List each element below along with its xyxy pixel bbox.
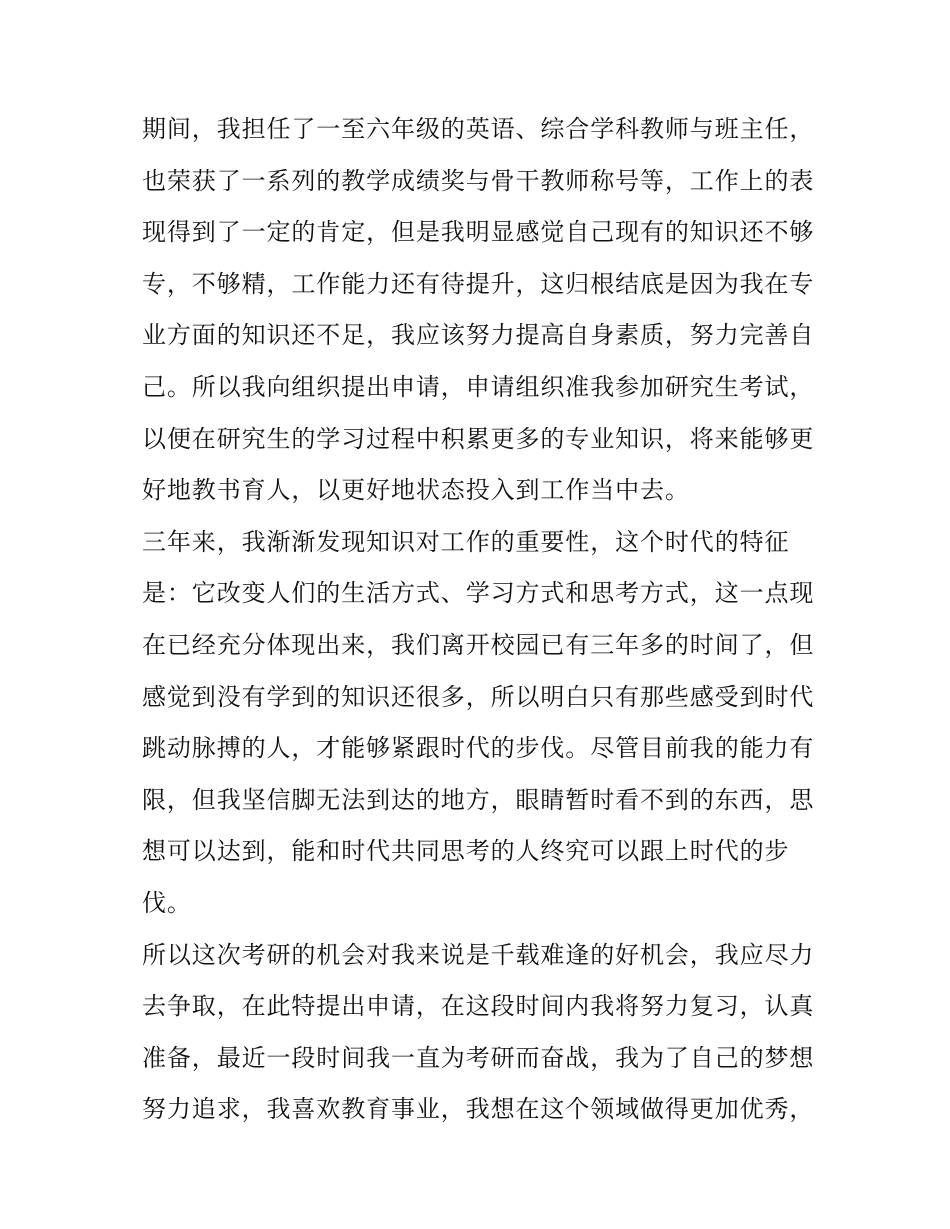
text-line: 以便在研究生的学习过程中积累更多的专业知识，将来能够更 [142,424,815,453]
text-line: 是：它改变人们的生活方式、学习方式和思考方式，这一点现 [142,579,815,608]
text-line: 三年来，我渐渐发现知识对工作的重要性，这个时代的特征 [142,527,790,556]
text-line: 感觉到没有学到的知识还很多，所以明白只有那些感受到时代 [142,682,815,711]
text-line: 己。所以我向组织提出申请，申请组织准我参加研究生考试， [142,372,815,401]
text-line: 跳动脉搏的人，才能够紧跟时代的步伐。尽管目前我的能力有 [142,734,815,763]
text-line: 伐。 [142,888,192,917]
text-line: 努力追求，我喜欢教育事业，我想在这个领域做得更加优秀， [142,1095,815,1124]
text-line: 限，但我坚信脚无法到达的地方，眼睛暂时看不到的东西，思 [142,785,815,814]
text-line: 也荣获了一系列的教学成绩奖与骨干教师称号等，工作上的表 [142,166,815,195]
text-line: 期间，我担任了一至六年级的英语、综合学科教师与班主任， [142,115,815,143]
text-line: 在已经充分体现出来，我们离开校园已有三年多的时间了，但 [142,630,815,659]
text-line: 去争取，在此特提出申请，在这段时间内我将努力复习，认真 [142,992,815,1021]
body-text [142,104,822,1136]
text-line: 所以这次考研的机会对我来说是千载难逢的好机会，我应尽力 [142,940,815,969]
text-line: 好地教书育人，以更好地状态投入到工作当中去。 [142,476,690,505]
text-line: 业方面的知识还不足，我应该努力提高自身素质，努力完善自 [142,321,815,350]
text-line: 专，不够精，工作能力还有待提升，这归根结底是因为我在专 [142,269,815,298]
text-line: 想可以达到，能和时代共同思考的人终究可以跟上时代的步 [142,837,790,866]
text-line: 现得到了一定的肯定，但是我明显感觉自己现有的知识还不够 [142,218,815,247]
text-line: 准备，最近一段时间我一直为考研而奋战，我为了自己的梦想 [142,1043,815,1072]
